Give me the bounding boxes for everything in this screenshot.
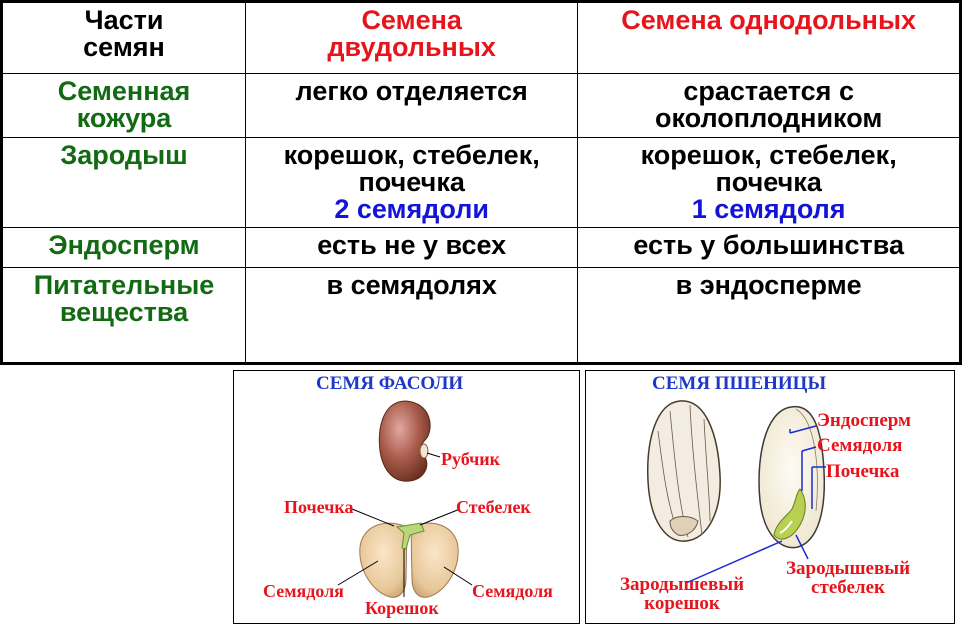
header-dicot <box>246 2 578 74</box>
part-endosperm <box>2 228 246 268</box>
wheat-label-embryo-root <box>620 575 744 613</box>
header-parts-line1: Части <box>84 5 164 35</box>
bean-label-cotyledon-left: Семядоля <box>263 581 344 601</box>
bean-label-plumule: Почечка <box>284 497 354 517</box>
table-row-endosperm <box>2 228 961 268</box>
monocot-nutrients-line1: в эндосперме <box>675 270 862 300</box>
wheat-label-endosperm: Эндосперм <box>817 410 911 431</box>
part-nutrients <box>2 268 246 364</box>
wheat-label-cotyledon: Семядоля <box>817 435 903 456</box>
bean-left-cotyledon <box>360 523 407 597</box>
bean-whole-shape <box>379 401 430 481</box>
dicot-seed-coat-line1: легко отделяется <box>295 76 528 106</box>
dicot-nutrients <box>246 268 578 364</box>
table-row-seed-coat <box>2 74 961 138</box>
wheat-label-plumule: Почечка <box>826 461 900 482</box>
header-dicot-line1: Семена <box>361 5 462 35</box>
bean-panel-title: СЕМЯ ФАСОЛИ <box>316 373 464 394</box>
part-seed-coat <box>2 74 246 138</box>
wheat-label-embryo-root-line2: корешок <box>644 593 720 614</box>
header-monocot <box>578 2 961 74</box>
dicot-nutrients-line1: в семядолях <box>326 270 497 300</box>
bean-label-cotyledon-right: Семядоля <box>472 581 553 601</box>
table-header-row <box>2 2 961 74</box>
monocot-embryo-line2: почечка <box>715 167 822 197</box>
wheat-label-embryo-stem <box>786 559 910 597</box>
monocot-endosperm-line1: есть у большинства <box>633 230 904 260</box>
monocot-seed-coat-line2: околоплодником <box>655 103 883 133</box>
dicot-embryo-line2: почечка <box>358 167 465 197</box>
dicot-seed-coat <box>246 74 578 138</box>
dicot-endosperm <box>246 228 578 268</box>
header-parts-line2: семян <box>83 32 165 62</box>
bean-hilum-shape <box>420 444 428 458</box>
part-nutrients-line2: вещества <box>59 297 189 327</box>
wheat-panel-title: СЕМЯ ПШЕНИЦЫ <box>652 373 827 394</box>
bean-seed-panel <box>233 370 580 624</box>
part-endosperm-line1: Эндосперм <box>48 230 200 260</box>
part-nutrients-line1: Питательные <box>33 270 215 300</box>
wheat-label-embryo-stem-line1: Зародышевый <box>786 558 911 579</box>
header-monocot-line1: Семена однодольных <box>621 5 917 35</box>
monocot-nutrients <box>578 268 961 364</box>
header-parts <box>2 2 246 74</box>
dicot-endosperm-line1: есть не у всех <box>317 230 507 260</box>
part-embryo <box>2 138 246 228</box>
dicot-embryo-line1: корешок, стебелек, <box>283 140 540 170</box>
table-row-nutrients <box>2 268 961 364</box>
monocot-cotyledon-count: 1 семядоля <box>691 194 846 224</box>
bean-right-cotyledon <box>411 523 458 597</box>
wheat-label-embryo-root-line1: Зародышевый <box>620 574 745 595</box>
monocot-seed-coat <box>578 74 961 138</box>
header-dicot-line2: двудольных <box>327 32 496 62</box>
wheat-seed-panel <box>585 370 955 624</box>
bean-label-radicle: Корешок <box>365 598 439 618</box>
part-embryo-line1: Зародыш <box>60 140 188 170</box>
part-seed-coat-line1: Семенная <box>57 76 191 106</box>
bean-label-hilum: Рубчик <box>441 449 500 469</box>
monocot-endosperm <box>578 228 961 268</box>
monocot-seed-coat-line1: срастается с <box>683 76 854 106</box>
table-row-embryo <box>2 138 961 228</box>
dicot-embryo <box>246 138 578 228</box>
monocot-embryo <box>578 138 961 228</box>
monocot-embryo-line1: корешок, стебелек, <box>640 140 897 170</box>
dicot-cotyledon-count: 2 семядоли <box>334 194 489 224</box>
wheat-label-embryo-stem-line2: стебелек <box>811 577 885 598</box>
part-seed-coat-line2: кожура <box>76 103 172 133</box>
bean-label-stem: Стебелек <box>456 497 531 517</box>
